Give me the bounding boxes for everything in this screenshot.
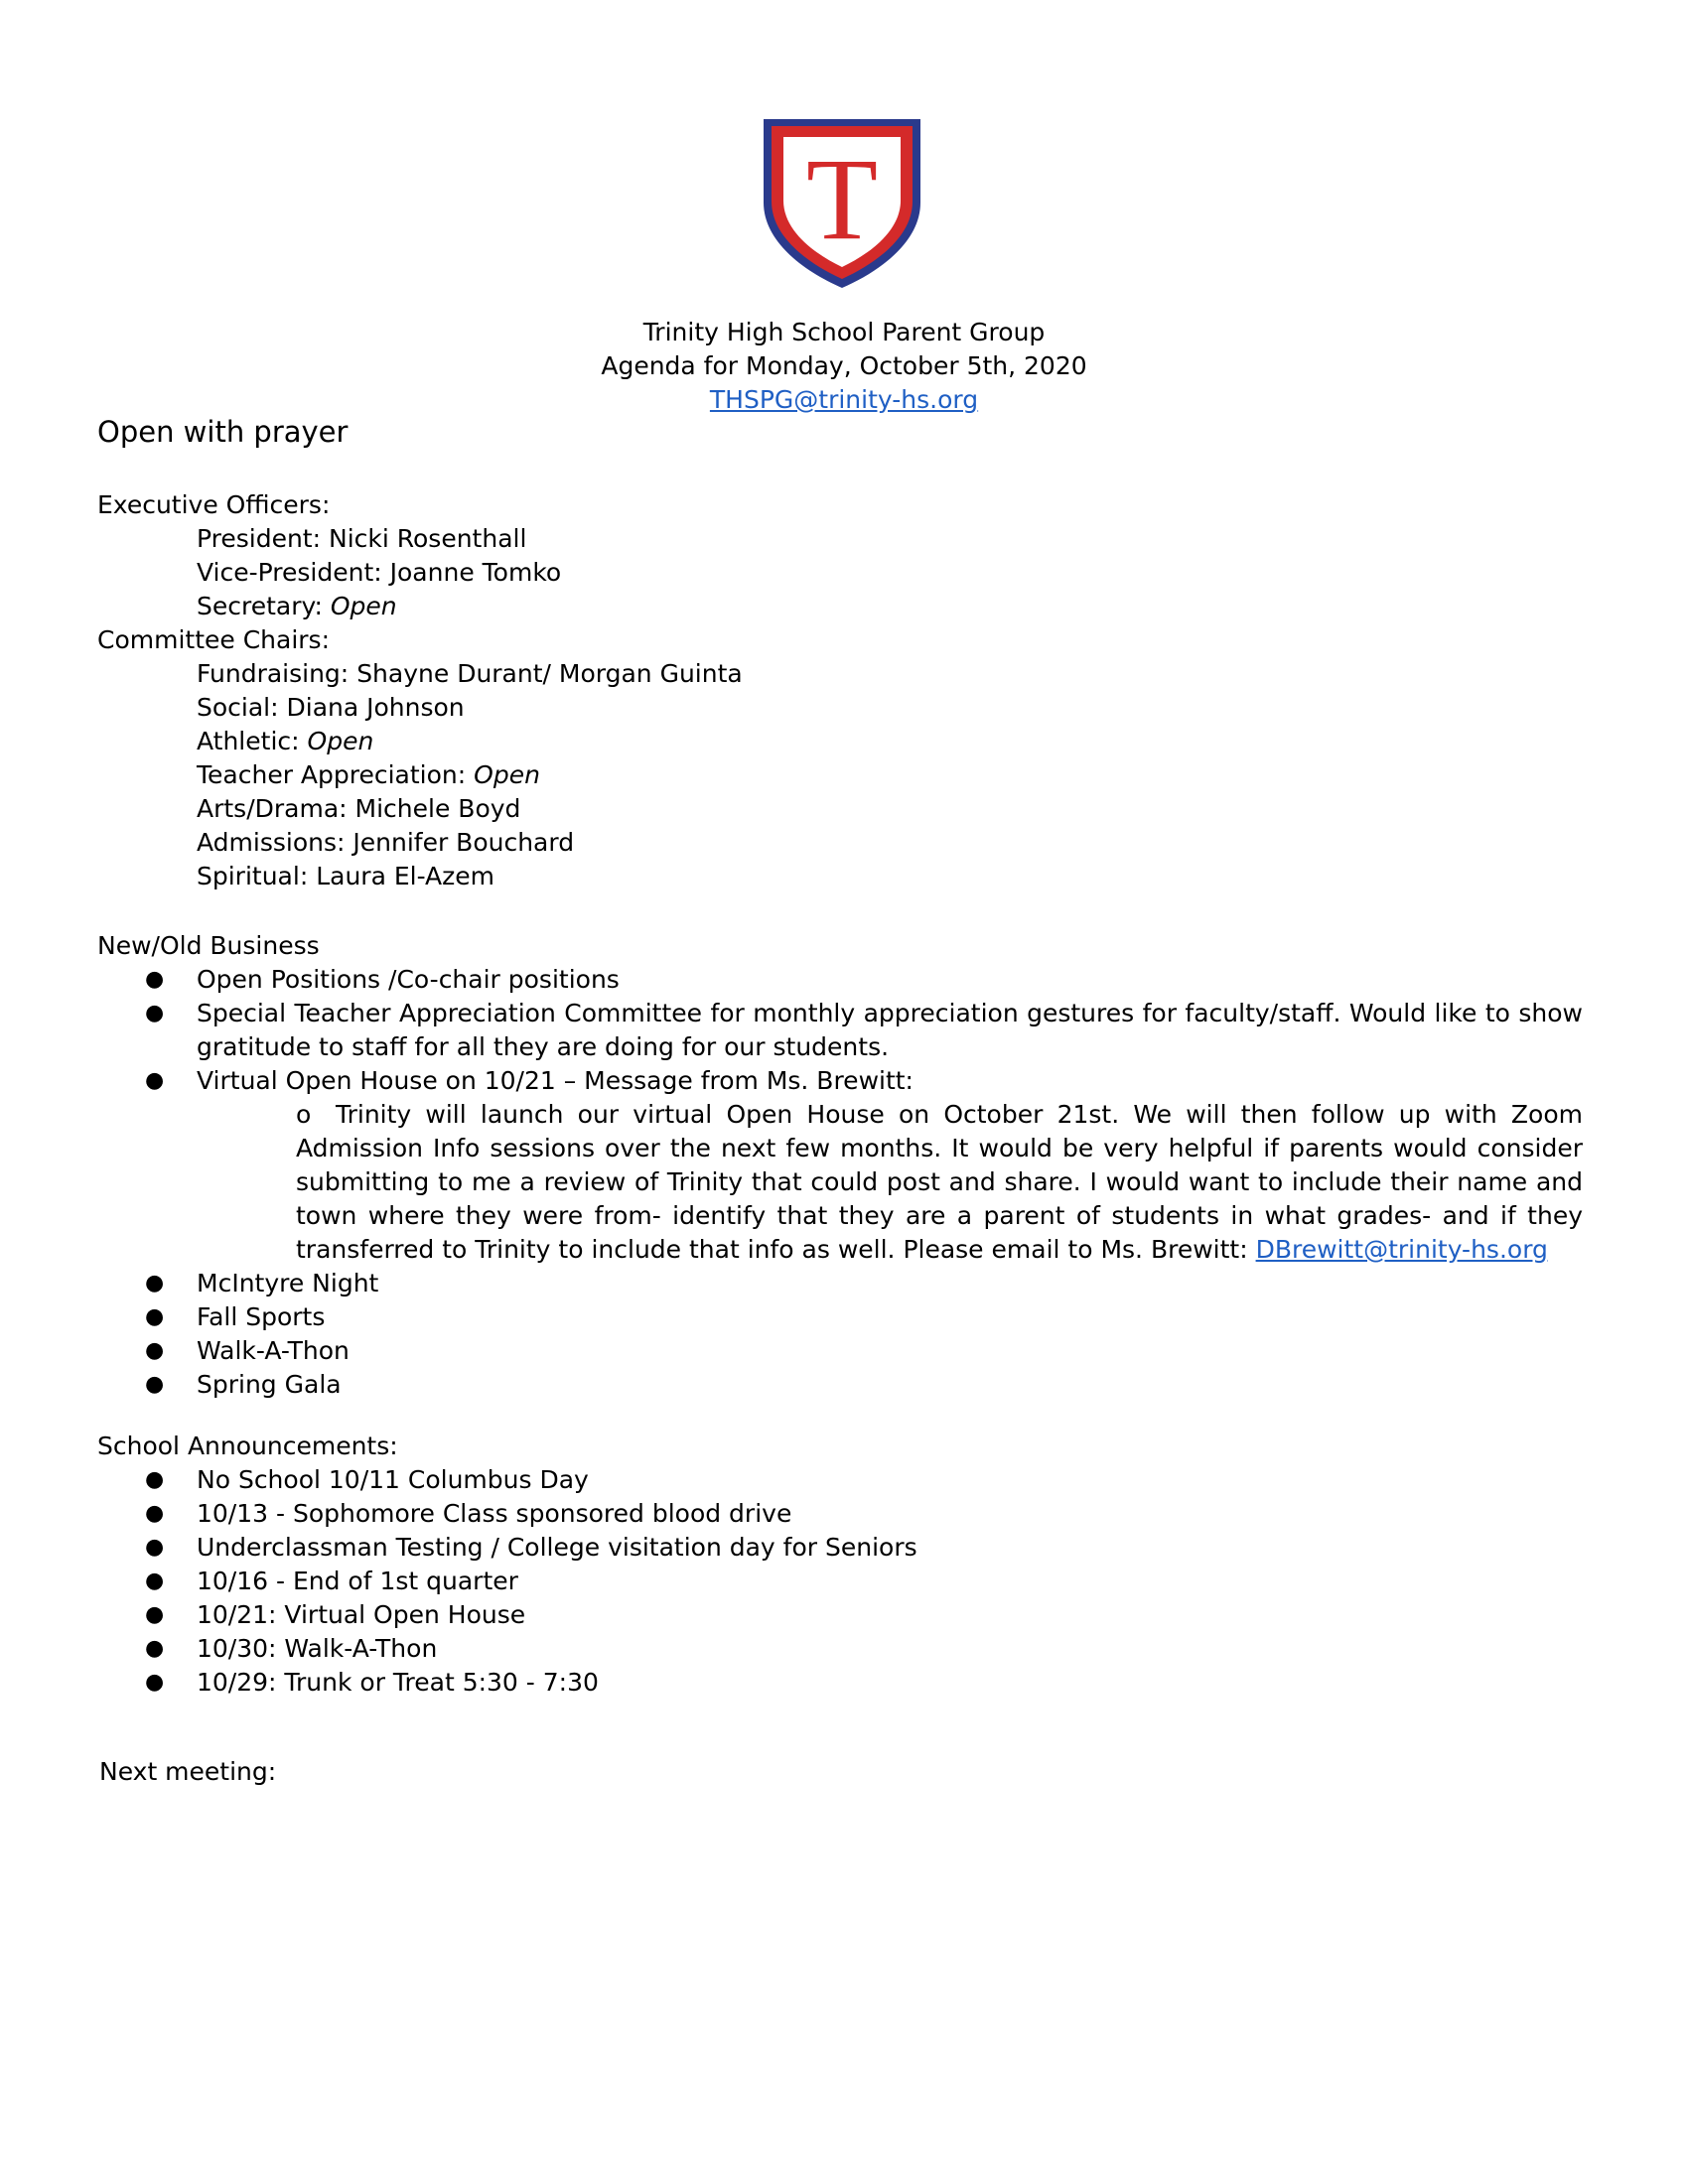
list-item: ● 10/30: Walk-A-Thon xyxy=(0,1632,1688,1666)
bullet-icon: ● xyxy=(145,1304,165,1329)
school-announcements-heading: School Announcements: xyxy=(97,1432,398,1460)
list-item: ● Open Positions /Co-chair positions xyxy=(0,963,1688,997)
bullet-icon: ● xyxy=(145,1068,165,1093)
committee-chairs-heading: Committee Chairs: xyxy=(97,625,331,654)
bullet-icon: ● xyxy=(145,1338,165,1363)
open-with-prayer: Open with prayer xyxy=(97,415,349,449)
sub-bullet-marker: o xyxy=(296,1100,312,1129)
list-item: ● 10/16 - End of 1st quarter xyxy=(0,1565,1688,1598)
business-list-bottom xyxy=(0,1267,1688,1402)
secretary-line: Secretary: Open xyxy=(197,592,397,620)
list-item: ● Walk-A-Thon xyxy=(0,1334,1688,1368)
athletic-line: Athletic: Open xyxy=(197,727,374,755)
list-item: ● Spring Gala xyxy=(0,1368,1688,1402)
open-house-message: o Trinity will launch our virtual Open House on October 21st. We will then follow up with Zoom Admission Info sessions over the next few months. It would be very helpful if parents would consider submitting to me a review of Trinity that could post and share. I would want to include their name and town where they were from- identify that they are a parent of students in what grades- and if they transferred to Trinity to include that info as well. Please email to Ms. Brewitt: DBrewitt@trinity-hs.org xyxy=(296,1100,1583,1264)
arts-drama-line: Arts/Drama: Michele Boyd xyxy=(197,794,521,823)
teacher-appreciation-line: Teacher Appreciation: Open xyxy=(197,760,540,789)
bullet-icon: ● xyxy=(145,1271,165,1296)
president-line: President: Nicki Rosenthall xyxy=(197,524,527,553)
brewitt-email-link[interactable]: DBrewitt@trinity-hs.org xyxy=(1255,1235,1548,1264)
header-title: Trinity High School Parent Group xyxy=(642,318,1046,346)
social-line: Social: Diana Johnson xyxy=(197,693,465,722)
next-meeting-label: Next meeting: xyxy=(99,1757,277,1786)
business-list-top xyxy=(0,963,1688,1098)
announcements-list xyxy=(0,1463,1688,1700)
header-email-link[interactable]: THSPG@trinity-hs.org xyxy=(709,385,979,414)
list-item: ● Underclassman Testing / College visitation day for Seniors xyxy=(0,1531,1688,1565)
bullet-icon: ● xyxy=(145,1569,165,1593)
list-item: ● No School 10/11 Columbus Day xyxy=(0,1463,1688,1497)
list-item: ● Special Teacher Appreciation Committee for monthly appreciation gestures for faculty/staff. Would like to show gratitude to staff for all they are doing for our students. xyxy=(145,999,1583,1061)
executive-officers-heading: Executive Officers: xyxy=(97,490,331,519)
bullet-icon: ● xyxy=(145,1467,165,1492)
new-old-business-heading: New/Old Business xyxy=(97,931,320,960)
fundraising-line: Fundraising: Shayne Durant/ Morgan Guinta xyxy=(197,659,743,688)
vice-president-line: Vice-President: Joanne Tomko xyxy=(197,558,562,587)
trinity-shield-logo xyxy=(760,113,924,292)
list-item: ● Virtual Open House on 10/21 – Message from Ms. Brewitt: xyxy=(0,1064,1688,1098)
admissions-line: Admissions: Jennifer Bouchard xyxy=(197,828,575,857)
bullet-icon: ● xyxy=(145,1670,165,1695)
bullet-icon: ● xyxy=(145,1602,165,1627)
header-agenda-date: Agenda for Monday, October 5th, 2020 xyxy=(601,351,1087,380)
bullet-icon: ● xyxy=(145,1001,165,1025)
bullet-icon: ● xyxy=(145,1636,165,1661)
list-item: ● 10/13 - Sophomore Class sponsored blood drive xyxy=(0,1497,1688,1531)
logo-letter: T xyxy=(805,134,879,264)
list-item: ● 10/21: Virtual Open House xyxy=(0,1598,1688,1632)
bullet-icon: ● xyxy=(145,967,165,992)
list-item: ● Fall Sports xyxy=(0,1300,1688,1334)
bullet-icon: ● xyxy=(145,1372,165,1397)
spiritual-line: Spiritual: Laura El-Azem xyxy=(197,862,495,890)
list-item: ● McIntyre Night xyxy=(0,1267,1688,1300)
bullet-icon: ● xyxy=(145,1501,165,1526)
list-item: ● 10/29: Trunk or Treat 5:30 - 7:30 xyxy=(0,1666,1688,1700)
bullet-icon: ● xyxy=(145,1535,165,1560)
